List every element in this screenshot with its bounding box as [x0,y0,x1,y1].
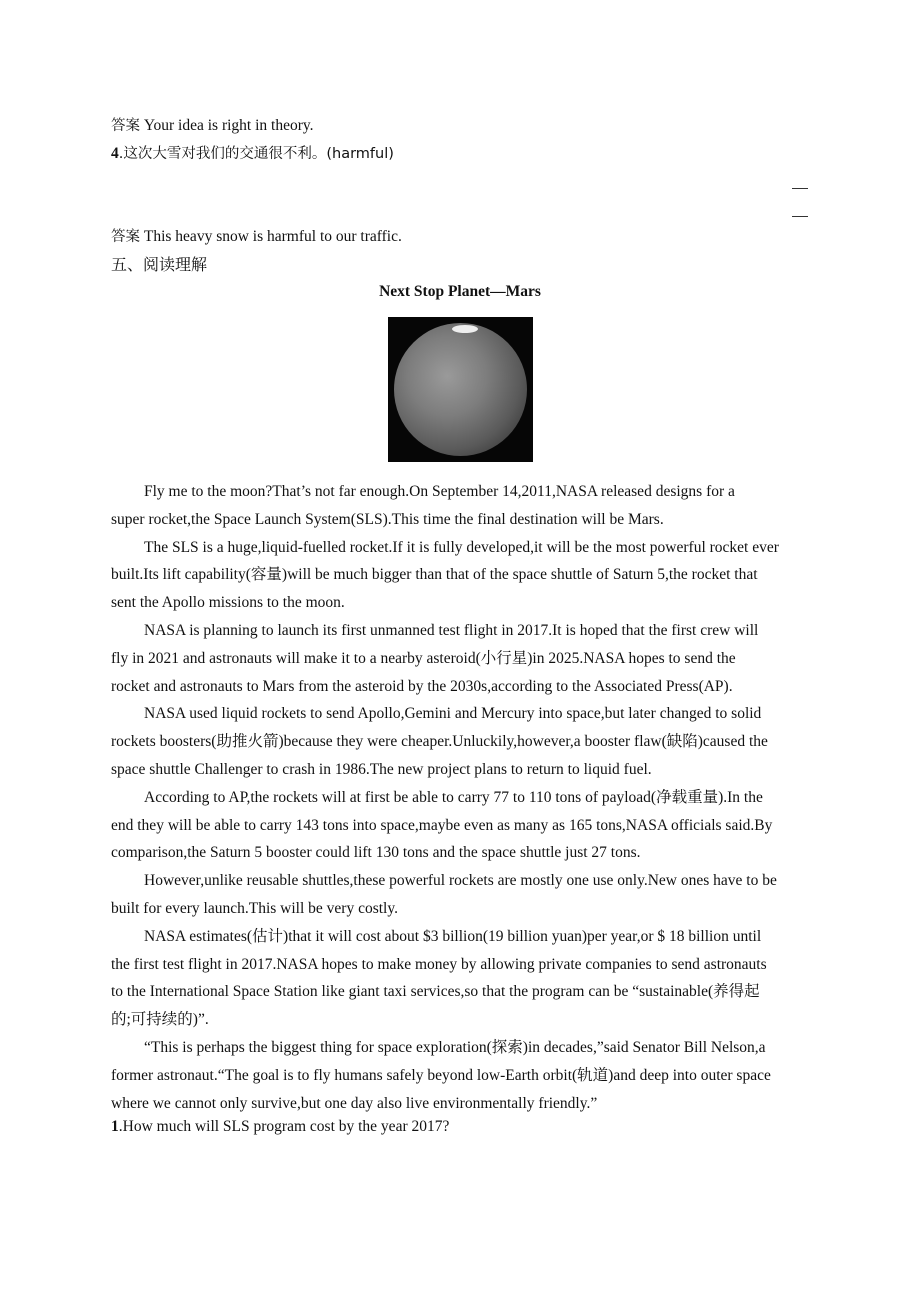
question-text: .How much will SLS program cost by the year 2017? [118,1118,450,1135]
paragraph-line: NASA used liquid rockets to send Apollo,Gemini and Mercury into space,but later changed to solid [144,705,762,723]
paragraph-line: former astronaut.“The goal is to fly humans safely beyond low-Earth orbit(轨道)and deep into outer space [111,1066,771,1084]
article-title: Next Stop Planet—Mars [379,283,541,300]
answer-blank-line [792,216,808,217]
question-1 [111,1117,449,1137]
article-paragraph [111,617,811,700]
paragraph-line: NASA estimates(估计)that it will cost about $3 billion(19 billion yuan)per year,or $ 18 billion until [144,927,762,945]
article-paragraph [111,478,811,534]
paragraph-line: However,unlike reusable shuttles,these powerful rockets are mostly one use only.New ones have to be [144,872,777,890]
paragraph-line: to the International Space Station like giant taxi services,so that the program can be “sustainable(养得起 [111,983,760,1001]
answer-text: This heavy snow is harmful to our traffic. [143,228,402,245]
paragraph-line: comparison,the Saturn 5 booster could lift 130 tons and the space shuttle just 27 tons. [111,844,641,862]
paragraph-line: rockets boosters(助推火箭)because they were cheaper.Unluckily,however,a booster flaw(缺陷)caused the [111,733,768,751]
article-body [111,478,811,1117]
question-4 [111,144,394,164]
mars-image [388,317,533,462]
paragraph-line: NASA is planning to launch its first unmanned test flight in 2017.It is hoped that the first crew will [144,621,759,639]
paragraph-line: where we cannot only survive,but one day also live environmentally friendly.” [111,1094,598,1112]
article-paragraph [111,784,811,867]
paragraph-line: 的;可持续的)”. [111,1011,209,1029]
article-paragraph [111,867,811,923]
question-number: 4 [111,145,119,162]
paragraph-line: built for every launch.This will be very costly. [111,899,398,917]
paragraph-line: rocket and astronauts to Mars from the asteroid by the 2030s,according to the Associated Press(AP). [111,677,733,695]
paragraph-line: According to AP,the rockets will at first be able to carry 77 to 110 tons of payload(净载重量).In the [144,788,763,806]
article-paragraph [111,923,811,1034]
article-paragraph [111,700,811,783]
answer-4 [111,227,402,247]
paragraph-line: The SLS is a huge,liquid-fuelled rocket.If it is fully developed,it will be the most powerful rocket ever [144,538,779,556]
paragraph-line: super rocket,the Space Launch System(SLS).This time the final destination will be Mars. [111,510,664,528]
paragraph-line: Fly me to the moon?That’s not far enough.On September 14,2011,NASA released designs for a [144,483,735,500]
section-heading: 五、阅读理解 [111,255,208,274]
article-paragraph [111,1034,811,1117]
answer-label: 答案 [111,229,140,245]
paragraph-line: built.Its lift capability(容量)will be much bigger than that of the space shuttle of Saturn 5,the rocket that [111,566,758,584]
paragraph-line: the first test flight in 2017.NASA hopes to make money by allowing private companies to send astronauts [111,955,767,973]
article-paragraph [111,534,811,617]
question-text: .这次大雪对我们的交通很不利。(harmful) [118,146,394,162]
question-number: 1 [111,1118,119,1135]
paragraph-line: “This is perhaps the biggest thing for space exploration(探索)in decades,”said Senator Bill Nelson,a [144,1038,766,1056]
answer-text: Your idea is right in theory. [143,117,314,134]
paragraph-line: end they will be able to carry 143 tons into space,maybe even as many as 165 tons,NASA officials said.By [111,816,773,834]
answer-blank-line [792,188,808,189]
paragraph-line: fly in 2021 and astronauts will make it to a nearby asteroid(小行星)in 2025.NASA hopes to send the [111,649,736,667]
paragraph-line: sent the Apollo missions to the moon. [111,594,345,612]
answer-label: 答案 [111,118,140,134]
paragraph-line: space shuttle Challenger to crash in 1986.The new project plans to return to liquid fuel. [111,760,652,778]
answer-3 [111,116,314,136]
